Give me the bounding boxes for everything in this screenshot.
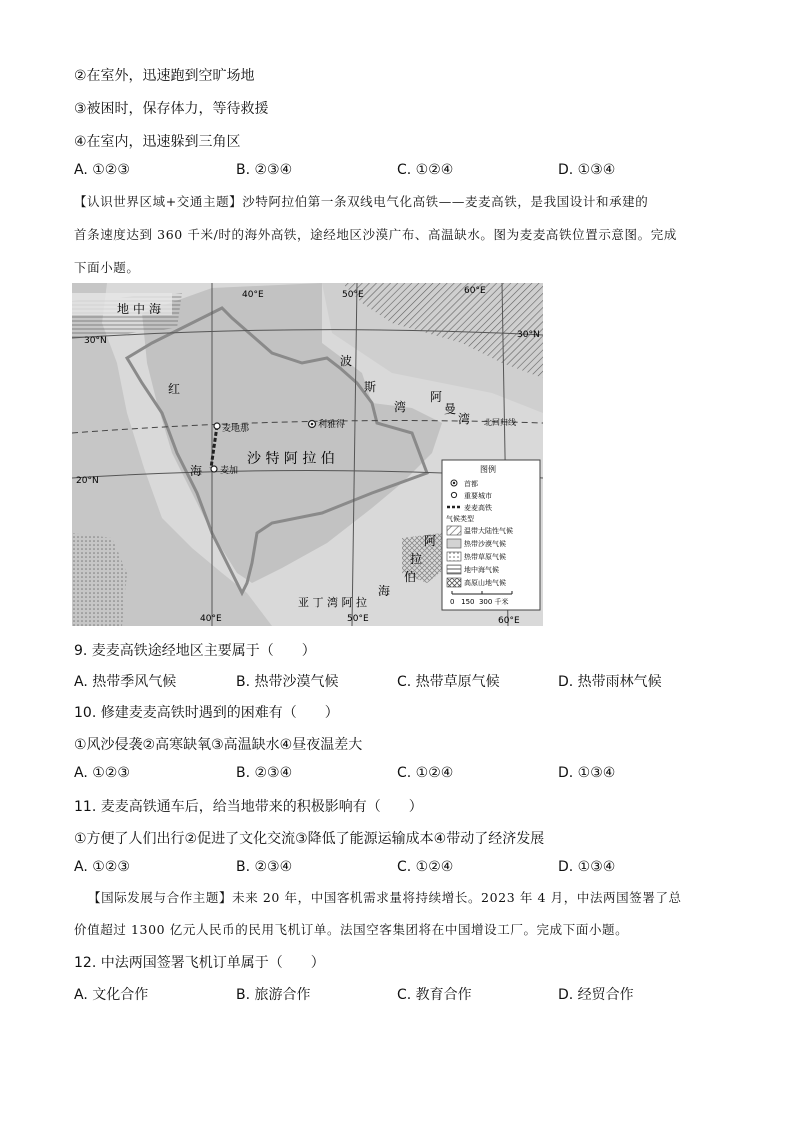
option-a: A. 文化合作 — [74, 987, 149, 1003]
sea-label: 曼 — [444, 402, 457, 416]
legend-item: 气候类型 — [446, 515, 474, 523]
sea-label: 阿 — [424, 534, 437, 548]
legend-item: 高原山地气候 — [464, 579, 506, 587]
option-c: C. ①②④ — [397, 162, 454, 178]
sea-label: 湾 — [394, 400, 407, 414]
option-d: D. ①③④ — [558, 765, 616, 781]
list-item: ②在室外，迅速跑到空旷场地 — [74, 68, 255, 84]
option-c: C. 教育合作 — [397, 987, 472, 1003]
list-item: ③被困时，保存体力，等待救援 — [74, 101, 269, 117]
question-10-stem: 10. 修建麦麦高铁时遇到的困难有（ ） — [74, 705, 339, 721]
legend-item: 热带沙漠气候 — [464, 540, 506, 548]
option-b: B. ②③④ — [236, 859, 293, 875]
city-label: 麦加 — [220, 466, 239, 476]
legend-item: 温带大陆性气候 — [464, 527, 513, 535]
legend-item: 麦麦高铁 — [464, 504, 492, 512]
lon-label: 50°E — [342, 290, 364, 300]
sea-label: 亚 丁 湾 阿 拉 — [298, 596, 367, 609]
legend-item: 首都 — [464, 480, 478, 488]
option-a: A. ①②③ — [74, 859, 130, 875]
sea-label: 伯 — [404, 570, 417, 584]
legend-item: 重要城市 — [464, 492, 492, 500]
option-c: C. ①②④ — [397, 859, 454, 875]
sea-label: 海 — [190, 464, 203, 478]
lon-label: 60°E — [498, 616, 520, 626]
question-9-stem: 9. 麦麦高铁途经地区主要属于（ ） — [74, 643, 316, 659]
option-b: B. ②③④ — [236, 765, 293, 781]
city-label: 利雅得 — [318, 420, 346, 430]
sea-label: 海 — [378, 584, 391, 598]
option-a: A. 热带季风气候 — [74, 674, 177, 690]
sea-label: 红 — [168, 382, 181, 396]
option-c: C. 热带草原气候 — [397, 674, 500, 690]
sea-label: 阿 — [430, 390, 443, 404]
option-a: A. ①②③ — [74, 162, 130, 178]
lon-label: 60°E — [464, 286, 486, 296]
sea-label: 波 — [340, 354, 353, 368]
lon-label: 40°E — [200, 614, 222, 624]
option-d: D. ①③④ — [558, 859, 616, 875]
option-b: B. 热带沙漠气候 — [236, 674, 339, 690]
option-a: A. ①②③ — [74, 765, 130, 781]
sea-label: 拉 — [410, 552, 423, 566]
lon-label: 40°E — [242, 290, 264, 300]
intro-line: 【认识世界区域+交通主题】沙特阿拉伯第一条双线电气化高铁——麦麦高铁，是我国设计和承建的 — [74, 194, 649, 209]
sea-label: 地中海 — [117, 302, 166, 316]
tropic-label: 北回归线 — [484, 418, 516, 427]
intro-line: 下面小题。 — [74, 260, 140, 275]
sea-label: 湾 — [458, 412, 471, 426]
intro-line: 首条速度达到 360 千米/时的海外高铁，途经地区沙漠广布、高温缺水。图为麦麦高铁位置示意图。完成 — [74, 227, 677, 242]
option-b: B. 旅游合作 — [236, 987, 311, 1003]
question-12-stem: 12. 中法两国签署飞机订单属于（ ） — [74, 955, 325, 971]
intro-line: 【国际发展与合作主题】未来 20 年，中国客机需求量将持续增长。2023 年 4 月，中法两国签署了总 — [88, 890, 682, 905]
legend-item: 地中海气候 — [464, 566, 499, 574]
legend-scale: 0 150 300 千米 — [450, 598, 509, 606]
country-label: 沙 特 阿 拉 伯 — [247, 451, 335, 467]
option-d: D. 经贸合作 — [558, 987, 634, 1003]
intro-line: 价值超过 1300 亿元人民币的民用飞机订单。法国空客集团将在中国增设工厂。完成下面小题。 — [74, 922, 629, 937]
legend-item: 热带草原气候 — [464, 553, 506, 561]
question-11-stem: 11. 麦麦高铁通车后，给当地带来的积极影响有（ ） — [74, 799, 423, 815]
lat-label: 30°N — [517, 330, 540, 340]
option-b: B. ②③④ — [236, 162, 293, 178]
arabia-map — [72, 283, 543, 626]
city-label: 麦地那 — [222, 424, 250, 434]
lat-label: 20°N — [76, 476, 99, 486]
list-item: ④在室内，迅速躲到三角区 — [74, 134, 241, 150]
option-d: D. ①③④ — [558, 162, 616, 178]
legend-title: 图例 — [480, 465, 496, 474]
question-11-items: ①方便了人们出行②促进了文化交流③降低了能源运输成本④带动了经济发展 — [74, 831, 545, 847]
section-intro — [74, 882, 722, 946]
option-d: D. 热带雨林气候 — [558, 674, 662, 690]
sea-label: 斯 — [364, 380, 377, 394]
lat-label: 30°N — [84, 336, 107, 346]
section-intro — [74, 185, 722, 284]
option-c: C. ①②④ — [397, 765, 454, 781]
lon-label: 50°E — [347, 614, 369, 624]
map-legend — [442, 460, 540, 610]
question-10-items: ①风沙侵袭②高寒缺氧③高温缺水④昼夜温差大 — [74, 737, 363, 753]
